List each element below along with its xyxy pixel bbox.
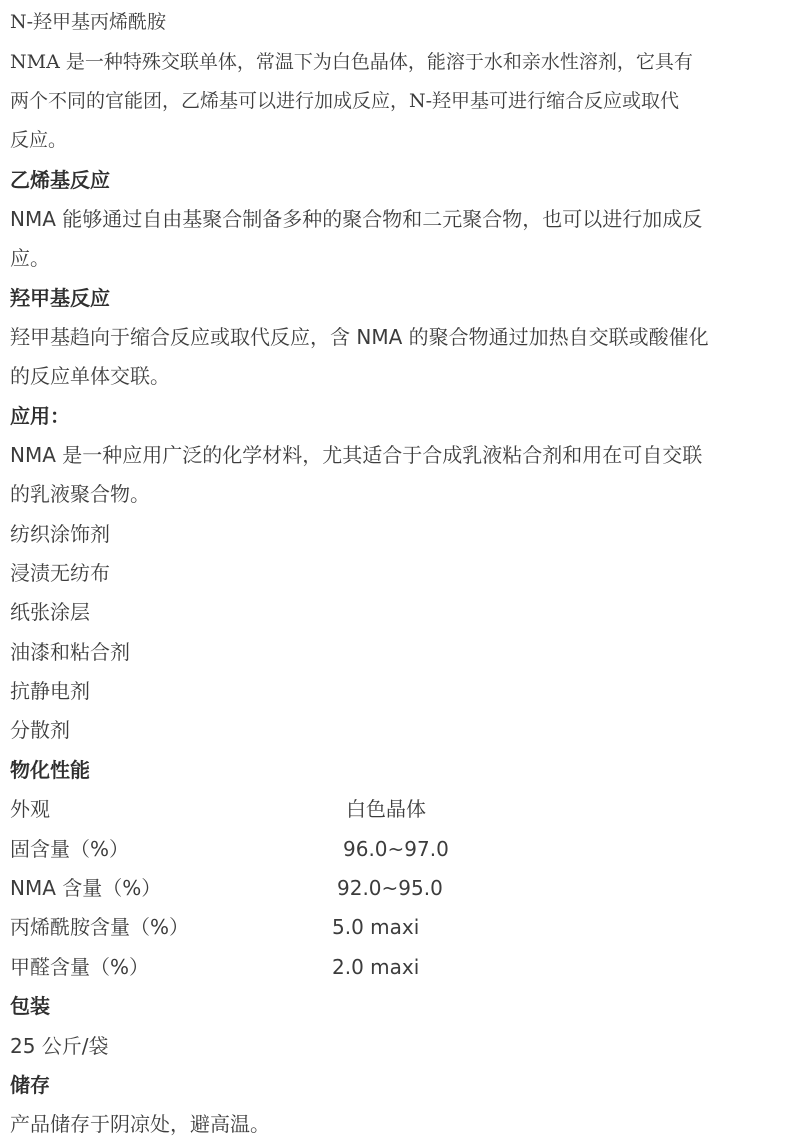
hydroxymethyl-text-line: 的反应单体交联。 xyxy=(10,364,170,388)
section-heading-storage: 储存 xyxy=(10,1073,50,1097)
section-heading-packaging: 包装 xyxy=(10,994,50,1018)
property-value: 5.0 maxi xyxy=(332,915,420,939)
section-heading-properties: 物化性能 xyxy=(10,758,90,782)
property-value: 白色晶体 xyxy=(346,797,426,821)
section-heading-vinyl: 乙烯基反应 xyxy=(10,168,110,192)
section-heading-application: 应用： xyxy=(10,404,70,428)
document-title: N-羟甲基丙烯酰胺 xyxy=(10,11,167,33)
application-item: 抗静电剂 xyxy=(10,679,90,703)
property-label: NMA 含量（%） xyxy=(10,876,162,900)
intro-line: 反应。 xyxy=(10,129,68,151)
property-value: 96.0~97.0 xyxy=(343,837,449,861)
property-label: 甲醛含量（%） xyxy=(10,955,150,979)
vinyl-text-line: 应。 xyxy=(10,246,50,270)
application-item: 纺织涂饰剂 xyxy=(10,522,110,546)
application-item: 油漆和粘合剂 xyxy=(10,640,130,664)
vinyl-text-line: NMA 能够通过自由基聚合制备多种的聚合物和二元聚合物，也可以进行加成反 xyxy=(10,207,703,231)
application-text-line: NMA 是一种应用广泛的化学材料，尤其适合于合成乳液粘合剂和用在可自交联 xyxy=(10,443,703,467)
packaging-text: 25 公斤/袋 xyxy=(10,1034,109,1058)
intro-line: 两个不同的官能团，乙烯基可以进行加成反应，N-羟甲基可进行缩合反应或取代 xyxy=(10,90,680,112)
section-heading-hydroxymethyl: 羟甲基反应 xyxy=(10,286,110,310)
property-label: 丙烯酰胺含量（%） xyxy=(10,915,190,939)
application-text-line: 的乳液聚合物。 xyxy=(10,482,150,506)
application-item: 分散剂 xyxy=(10,718,70,742)
intro-line: NMA 是一种特殊交联单体，常温下为白色晶体，能溶于水和亲水性溶剂，它具有 xyxy=(10,51,693,73)
property-label: 外观 xyxy=(10,797,50,821)
storage-text: 产品储存于阴凉处，避高温。 xyxy=(10,1112,270,1136)
application-item: 浸渍无纺布 xyxy=(10,561,110,585)
property-value: 2.0 maxi xyxy=(332,955,420,979)
property-value: 92.0~95.0 xyxy=(337,876,443,900)
property-label: 固含量（%） xyxy=(10,837,130,861)
hydroxymethyl-text-line: 羟甲基趋向于缩合反应或取代反应，含 NMA 的聚合物通过加热自交联或酸催化 xyxy=(10,325,709,349)
application-item: 纸张涂层 xyxy=(10,600,90,624)
